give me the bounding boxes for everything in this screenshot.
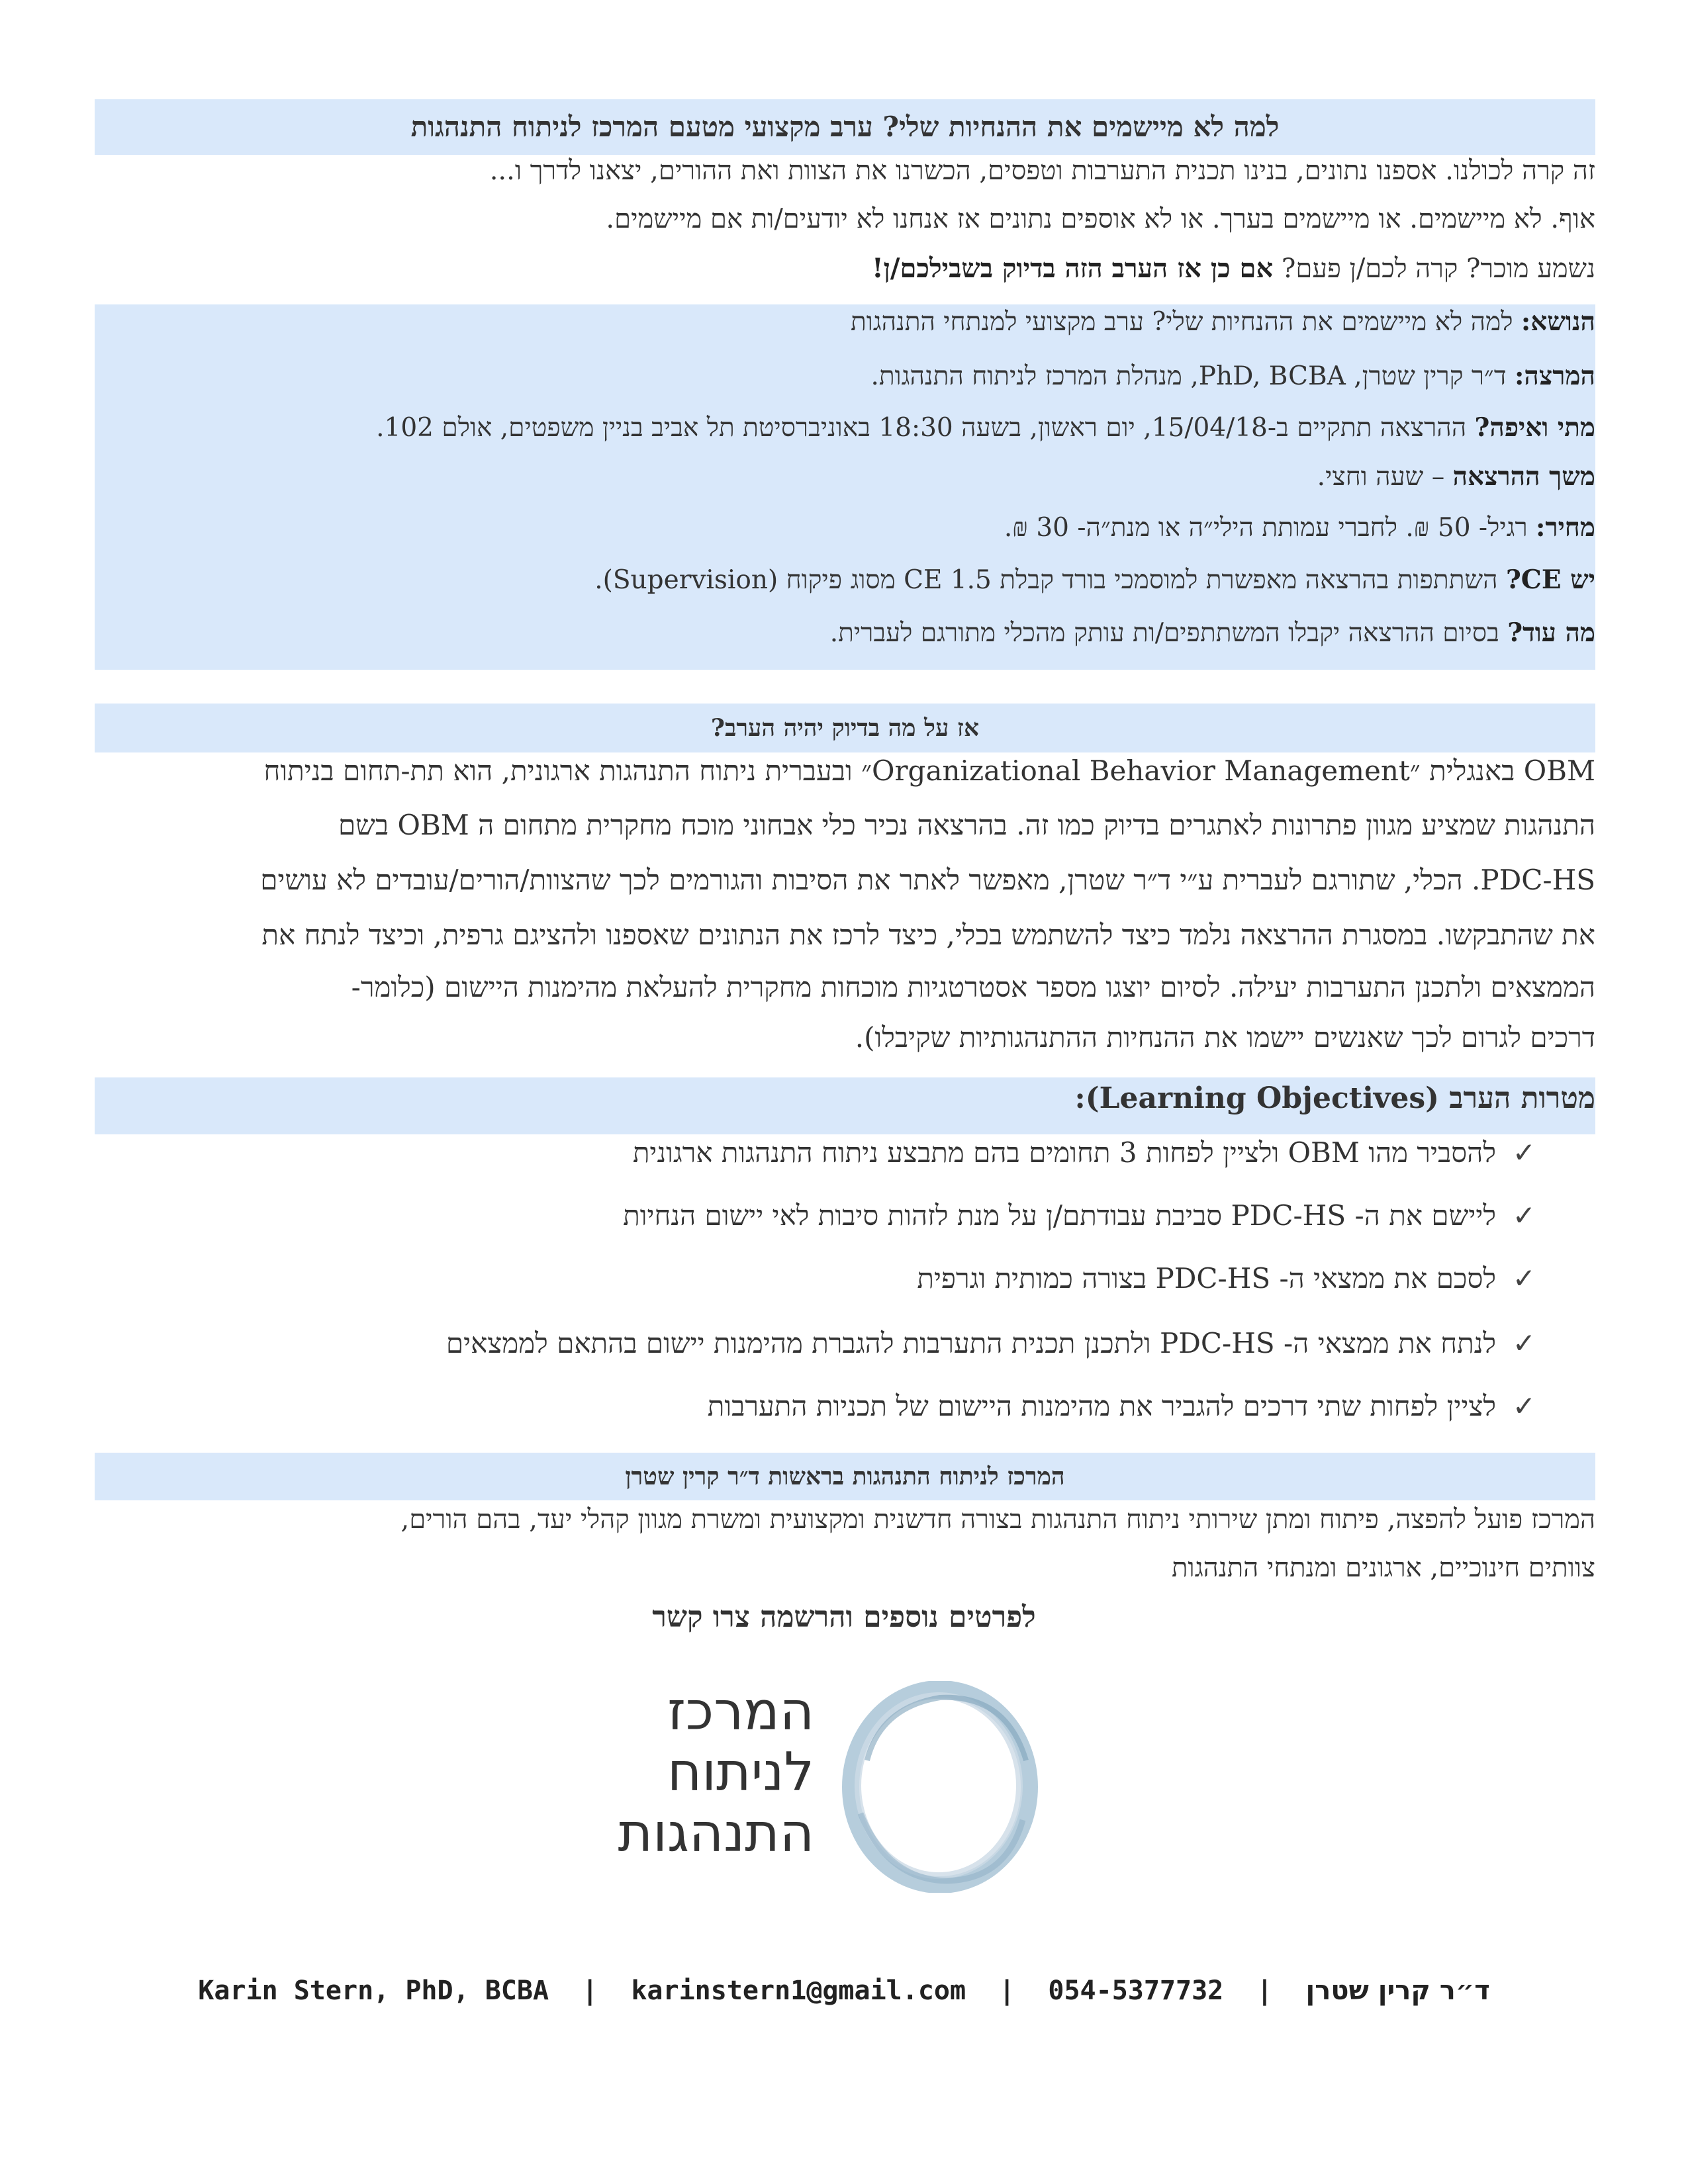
price-label: מחיר:: [1536, 512, 1595, 543]
footer-separator: |: [1256, 1976, 1273, 2006]
topic-label: הנושא:: [1521, 306, 1595, 337]
about-line-5: הממצאים ולתכנן התערבות יעילה. לסיום יוצגו מספר אסטרטגיות מוכחות מחקרית להעלאת מהימנות היישום (כלומר-: [351, 971, 1595, 1003]
check-icon: ✓: [1512, 1199, 1536, 1232]
footer-phone[interactable]: 054-5377732: [1048, 1976, 1224, 2006]
detail-topic: [851, 306, 1595, 337]
duration-value: – שעה וחצי.: [1317, 462, 1453, 492]
intro-line-3: [872, 253, 1595, 284]
price-value: רגיל- 50 ₪. לחברי עמותת הילי״ה או מנת״ה- 30 ₪.: [1004, 513, 1536, 543]
detail-ce: [594, 565, 1595, 595]
when-label: מתי ואיפה?: [1474, 412, 1595, 443]
center-line-1: המרכז פועל להפצה, פיתוח ומתן שירותי ניתוח התנהגות בצורה חדשנית ומקצועית ומשרת מגוון קהלי יעד, בהם הורים,: [400, 1504, 1595, 1535]
about-line-4: את שהתבקשו. במסגרת ההרצאה נלמד כיצד להשתמש בכלי, כיצד לרכז את הנתונים שאספנו ולהציגם גרפית, וכיצד לנתח את: [261, 919, 1595, 951]
ce-value: השתתפות בהרצאה מאפשרת למוסמכי בורד קבלת CE 1.5 מסוג פיקוח (Supervision).: [594, 565, 1506, 595]
objective-item-2: ליישם את ה- PDC-HS סביבת עבודתם/ן על מנת לזהות סיבות לאי יישום הנחיות: [623, 1199, 1496, 1232]
about-line-3: PDC-HS. הכלי, שתורגם לעברית ע״י ד״ר שטרן, מאפשר לאתר את הסיבות והגורמים לכך שהצוות/הורים/עובדים לא עושים: [260, 864, 1595, 896]
about-line-1: OBM באנגלית ״Organizational Behavior Management״ ובעברית ניתוח התנהגות ארגונית, הוא תת-תחום בניתוח: [263, 754, 1595, 787]
check-icon: ✓: [1512, 1327, 1536, 1359]
lecturer-label: המרצה:: [1515, 361, 1595, 391]
more-value: בסיום ההרצאה יקבלו המשתתפים/ות עותק מהכלי מתורגם לעברית.: [829, 618, 1508, 648]
logo-line-1: המרכז: [667, 1680, 814, 1742]
objective-item-5: לציין לפחות שתי דרכים להגביר את מהימנות היישום של תכניות התערבות: [707, 1390, 1496, 1422]
logo: [616, 1681, 1079, 1893]
detail-price: [1004, 512, 1595, 543]
footer-separator: |: [582, 1976, 598, 2006]
objectives-title: מטרות הערב (Learning Objectives):: [1074, 1081, 1595, 1115]
about-line-6: דרכים לגרום לכך שאנשים יישמו את ההנחיות ההתנהגותיות שקיבלו).: [855, 1021, 1595, 1054]
intro-line-1: זה קרה לכולנו. אספנו נתונים, בנינו תכנית התערבות וטפסים, הכשרנו את הצוות ואת ההורים, יצאנו לדרך ו...: [489, 156, 1595, 186]
footer-email-link[interactable]: karinstern1@gmail.com: [631, 1976, 966, 2006]
ring-logo-icon: [841, 1681, 1039, 1893]
center-title: המרכז לניתוח התנהגות בראשות ד״ר קרין שטרן: [625, 1463, 1065, 1490]
logo-line-2: לניתוח: [667, 1741, 814, 1803]
duration-label: משך ההרצאה: [1452, 461, 1595, 492]
contact-cta: לפרטים נוספים והרשמה צרו קשר: [652, 1600, 1036, 1634]
logo-line-3: התנהגות: [618, 1802, 814, 1864]
center-line-2: צוותים חינוכיים, ארגונים ומנתחי התנהגות: [1171, 1553, 1595, 1583]
footer-name-en: Karin Stern, PhD, BCBA: [198, 1976, 549, 2006]
intro-line-2: אוף. לא מיישמים. או מיישמים בערך. או לא אוספים נתונים אז אנחנו לא יודעים/ות אם מיישמים.: [606, 204, 1595, 234]
detail-duration: [1317, 461, 1595, 492]
detail-when-where: [376, 412, 1595, 443]
when-value: ההרצאה תתקיים ב-15/04/18, יום ראשון, בשעה 18:30 באוניברסיטת תל אביב בניין משפטים, אולם 102.: [376, 413, 1475, 443]
about-line-2: התנהגות שמציע מגוון פתרונות לאתגרים בדיוק כמו זה. בהרצאה נכיר כלי אבחוני מוכח מחקרית מתחום ה OBM בשם: [338, 809, 1595, 841]
objective-item-4: לנתח את ממצאי ה- PDC-HS ולתכנן תכנית התערבות להגברת מהימנות יישום בהתאם לממצאים: [445, 1327, 1496, 1359]
intro-question: נשמע מוכר? קרה לכם/ן פעם?: [1273, 253, 1595, 284]
logo-text: [618, 1681, 814, 1864]
footer-contact: [0, 1976, 1688, 2006]
topic-value: למה לא מיישמים את ההנחיות שלי? ערב מקצועי למנתחי התנהגות: [850, 307, 1521, 337]
about-title: אז על מה בדיוק יהיה הערב?: [710, 714, 980, 742]
check-icon: ✓: [1512, 1136, 1536, 1169]
objective-item-1: להסביר מהו OBM ולציין לפחות 3 תחומים בהם מתבצע ניתוח התנהגות ארגונית: [632, 1136, 1496, 1169]
detail-more: [830, 617, 1595, 648]
page-title: למה לא מיישמים את ההנחיות שלי? ערב מקצועי מטעם המרכז לניתוח התנהגות: [410, 111, 1280, 143]
footer-name-he: ד״ר קרין שטרן: [1305, 1976, 1490, 2006]
check-icon: ✓: [1512, 1390, 1536, 1422]
footer-separator: |: [999, 1976, 1015, 2006]
objective-item-3: לסכם את ממצאי ה- PDC-HS בצורה כמותית וגרפית: [917, 1262, 1496, 1295]
more-label: מה עוד?: [1507, 617, 1595, 648]
intro-highlight: אם כן אז הערב הזה בדיוק בשבילכם/ן!: [872, 253, 1274, 284]
ce-label: יש CE?: [1505, 565, 1595, 595]
detail-lecturer: [870, 361, 1595, 391]
check-icon: ✓: [1512, 1262, 1536, 1295]
lecturer-value: ד״ר קרין שטרן, PhD, BCBA, מנהלת המרכז לניתוח התנהגות.: [870, 361, 1515, 391]
